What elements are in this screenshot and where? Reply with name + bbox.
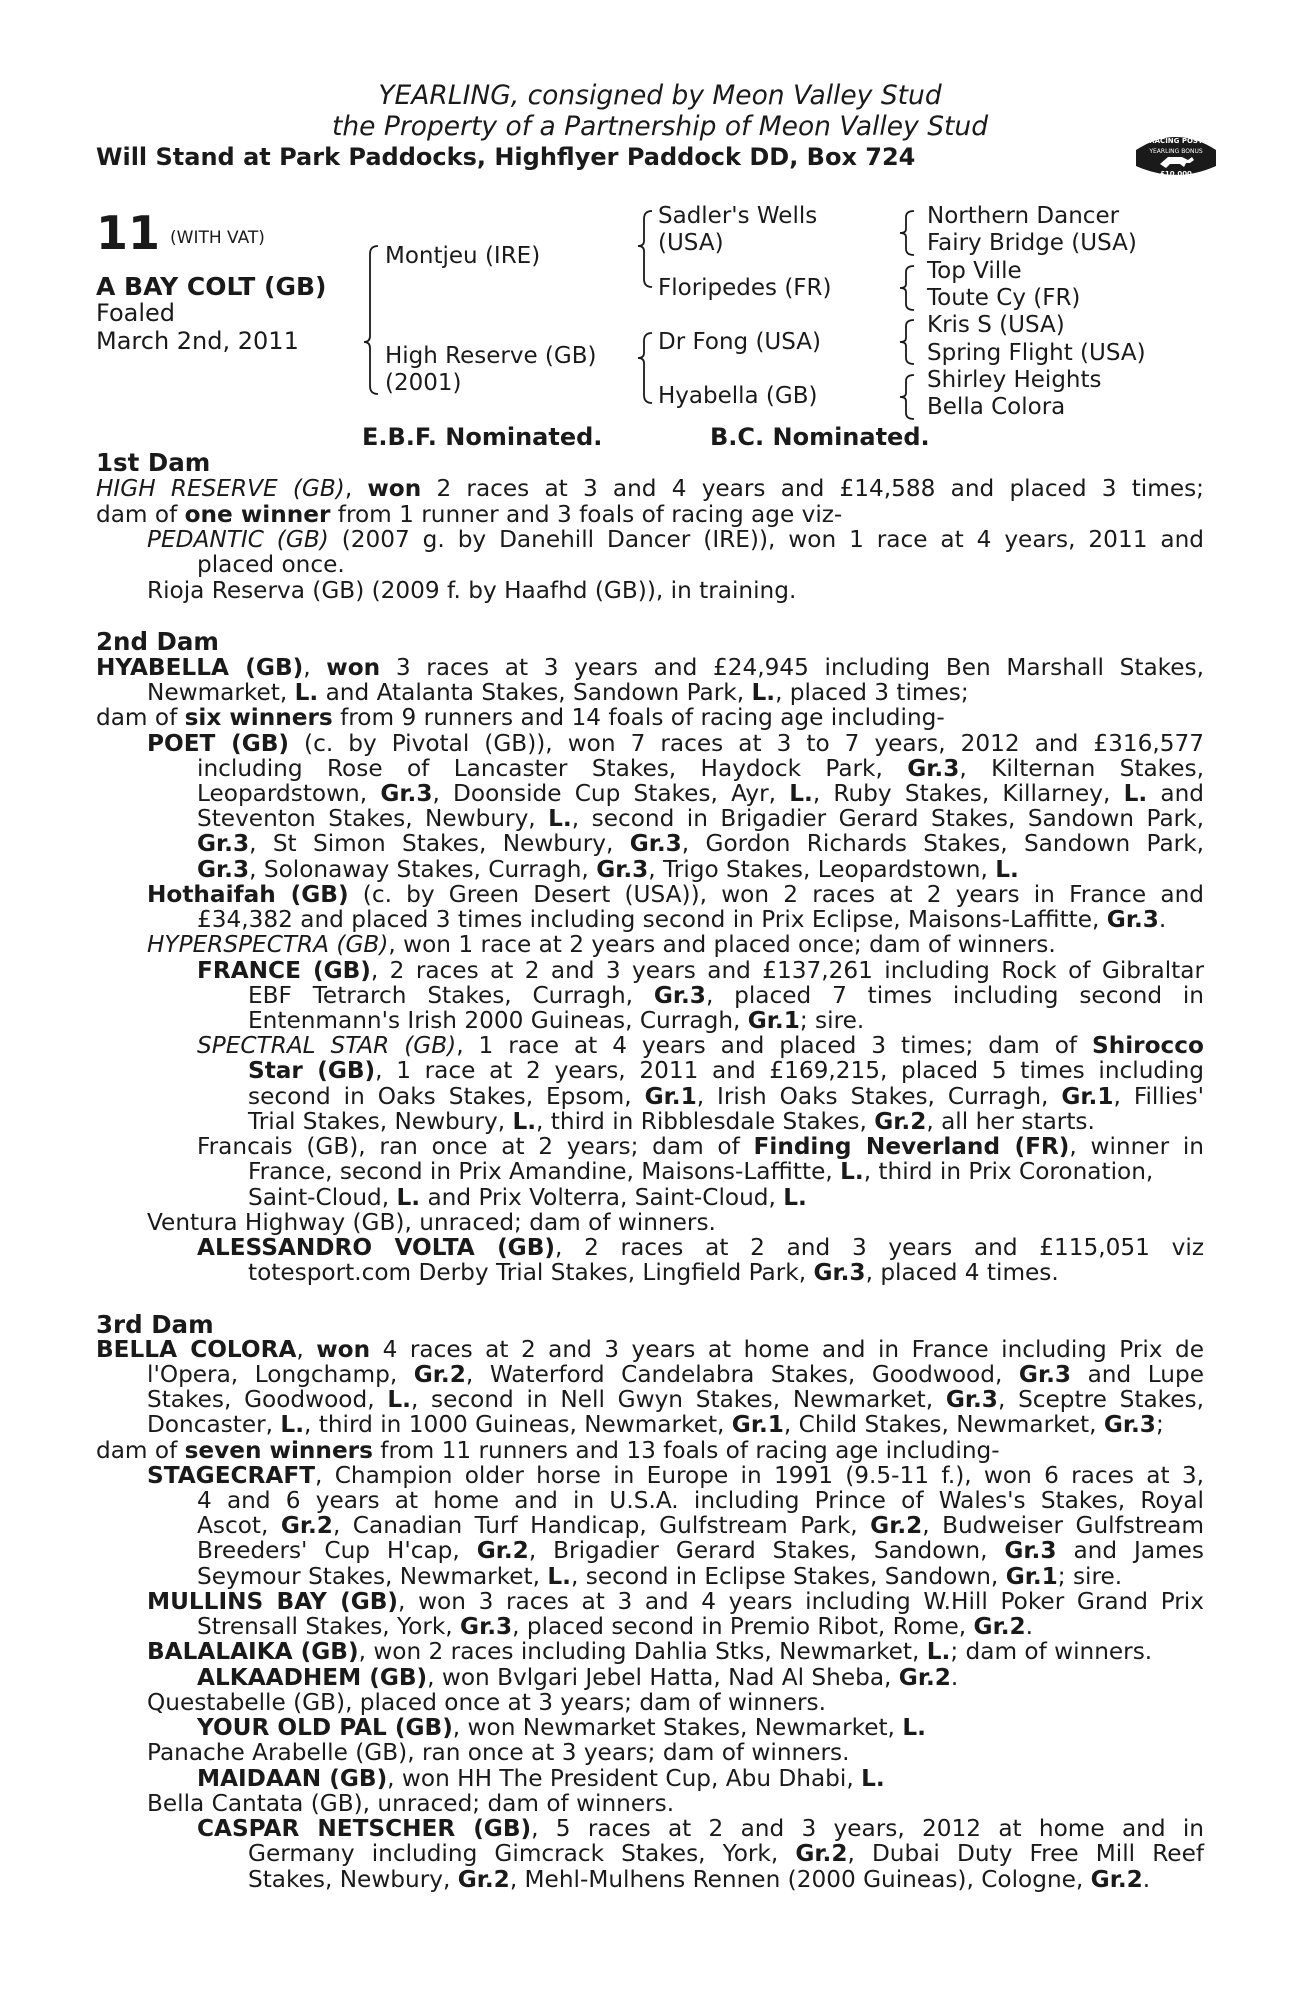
lot-number: 11 — [96, 206, 161, 260]
logo-mid-text: YEARLING BONUS — [1149, 148, 1203, 155]
grandproduce-your-old-pal: YOUR OLD PAL (GB), won Newmarket Stakes, Newmarket, L. — [197, 1714, 926, 1741]
property-line: the Property of a Partnership of Meon Valley Stud — [331, 111, 989, 142]
sire: Montjeu (IRE) — [385, 243, 541, 269]
produce-poet-line5: Gr.3, St Simon Stakes, Newbury, Gr.3, Gordon Richards Stakes, Sandown Park, — [197, 830, 1204, 857]
dam-record-line: HIGH RESERVE (GB), won 2 races at 3 and 4 years and £14,588 and placed 3 times; — [96, 475, 1204, 502]
second-dam-heading: 2nd Dam — [96, 627, 219, 656]
first-dam-heading: 1st Dam — [96, 448, 211, 477]
produce-stagecraft-line5: Seymour Stakes, Newmarket, L., second in Eclipse Stakes, Sandown, Gr.1; sire. — [197, 1563, 1123, 1590]
grandproduce-spectral-star-line2: Star (GB), 1 race at 2 years, 2011 and £169,215, placed 5 times including — [248, 1057, 1204, 1084]
dams-dam: Hyabella (GB) — [658, 383, 818, 409]
hyabella-record: HYABELLA (GB), won 3 races at 3 years and £24,945 including Ben Marshall Stakes, — [96, 654, 1205, 681]
pedigree-sss: Northern Dancer — [927, 203, 1120, 229]
produce-mullins-bay-cont: Strensall Stakes, York, Gr.3, placed second in Premio Ribot, Rome, Gr.2. — [197, 1613, 1034, 1640]
produce-hothaifah-cont: £34,382 and placed 3 times including second in Prix Eclipse, Maisons-Laffitte, Gr.3. — [197, 906, 1167, 933]
sires-dam: Floripedes (FR) — [658, 275, 832, 301]
produce-poet-line2: including Rose of Lancaster Stakes, Haydock Park, Gr.3, Kilternan Stakes, — [197, 755, 1205, 782]
hyabella-produce-summary: dam of six winners from 9 runners and 14 foals of racing age including- — [96, 704, 945, 731]
produce-panache-arabelle: Panache Arabelle (GB), ran once at 3 years; dam of winners. — [147, 1739, 850, 1766]
grandproduce-spectral-star: SPECTRAL STAR (GB), 1 race at 4 years and placed 3 times; dam of Shirocco — [197, 1032, 1204, 1059]
bella-colora-produce-summary: dam of seven winners from 11 runners and 13 foals of racing age including- — [96, 1437, 1000, 1464]
foaled-label: Foaled — [96, 299, 176, 327]
produce-poet-line3: Leopardstown, Gr.3, Doonside Cup Stakes, Ayr, L., Ruby Stakes, Killarney, L. and — [197, 780, 1205, 807]
grandproduce-caspar-netscher: CASPAR NETSCHER (GB), 5 races at 2 and 3 years, 2012 at home and in — [197, 1815, 1204, 1842]
foal-rioja-reserva: Rioja Reserva (GB) (2009 f. by Haafhd (GB)), in training. — [147, 577, 797, 604]
sires-sire: Sadler's Wells — [658, 203, 818, 229]
foaled-date: March 2nd, 2011 — [96, 327, 299, 355]
bella-colora-record: BELLA COLORA, won 4 races at 2 and 3 years at home and in France including Prix de — [96, 1336, 1204, 1363]
pedigree-dds: Shirley Heights — [927, 367, 1102, 393]
produce-mullins-bay: MULLINS BAY (GB), won 3 races at 3 and 4 years including W.Hill Poker Grand Prix — [147, 1588, 1204, 1615]
produce-ventura-highway: Ventura Highway (GB), unraced; dam of winners. — [147, 1209, 716, 1236]
produce-bella-cantata: Bella Cantata (GB), unraced; dam of winners. — [147, 1790, 675, 1817]
dam-year: (2001) — [385, 370, 462, 396]
produce-stagecraft: STAGECRAFT, Champion older horse in Europe in 1991 (9.5-11 f.), won 6 races at 3, — [147, 1462, 1204, 1489]
grandproduce-caspar-netscher-line2: Germany including Gimcrack Stakes, York, Gr.2, Dubai Duty Free Mill Reef — [248, 1840, 1204, 1867]
produce-stagecraft-line4: Breeders' Cup H'cap, Gr.2, Brigadier Gerard Stakes, Sandown, Gr.3 and James — [197, 1537, 1204, 1564]
produce-poet: POET (GB) (c. by Pivotal (GB)), won 7 races at 3 to 7 years, 2012 and £316,577 — [147, 730, 1204, 757]
grandproduce-france-line3: Entenmann's Irish 2000 Guineas, Curragh, Gr.1; sire. — [248, 1007, 865, 1034]
produce-balalaika: BALALAIKA (GB), won 2 races including Dahlia Stks, Newmarket, L.; dam of winners. — [147, 1638, 1153, 1665]
produce-stagecraft-line3: Ascot, Gr.2, Canadian Turf Handicap, Gulfstream Park, Gr.2, Budweiser Gulfstream — [197, 1512, 1204, 1539]
lot-title: A BAY COLT (GB) — [96, 272, 327, 301]
pedigree-sds: Top Ville — [927, 258, 1022, 284]
ebf-nominated: E.B.F. Nominated. — [362, 423, 603, 451]
bella-colora-record-line3: Stakes, Goodwood, L., second in Nell Gwyn Stakes, Newmarket, Gr.3, Sceptre Stakes, — [147, 1386, 1204, 1413]
logo-top-text: RACING POST — [1149, 137, 1203, 145]
grandproduce-alessandro-volta: ALESSANDRO VOLTA (GB), 2 races at 2 and 3 years and £115,051 viz — [197, 1234, 1204, 1261]
foal-pedantic: PEDANTIC (GB) (2007 g. by Danehill Dancer (IRE)), won 1 race at 4 years, 2011 and — [147, 526, 1204, 553]
dam-produce-summary: dam of one winner from 1 runner and 3 foals of racing age viz- — [96, 501, 843, 528]
produce-poet-line6: Gr.3, Solonaway Stakes, Curragh, Gr.3, Trigo Stakes, Leopardstown, L. — [197, 856, 1019, 883]
dams-sire: Dr Fong (USA) — [658, 329, 821, 355]
grandproduce-francais-line3: Saint-Cloud, L. and Prix Volterra, Saint-Cloud, L. — [248, 1184, 807, 1211]
grandproduce-francais-line2: France, second in Prix Amandine, Maisons-Laffitte, L., third in Prix Coronation, — [248, 1158, 1154, 1185]
grandproduce-caspar-netscher-line3: Stakes, Newbury, Gr.2, Mehl-Mulhens Rennen (2000 Guineas), Cologne, Gr.2. — [248, 1866, 1151, 1893]
produce-poet-line4: Steventon Stakes, Newbury, L., second in Brigadier Gerard Stakes, Sandown Park, — [197, 805, 1204, 832]
vat-note: (WITH VAT) — [170, 228, 265, 248]
logo-bottom-text: £10,000 — [1160, 170, 1192, 178]
hyabella-record-cont: Newmarket, L. and Atalanta Stakes, Sandown Park, L., placed 3 times; — [147, 679, 969, 706]
pedigree-ddd: Bella Colora — [927, 394, 1066, 420]
produce-hyperspectra: HYPERSPECTRA (GB), won 1 race at 2 years and placed once; dam of winners. — [147, 931, 1056, 958]
pedigree-sdd: Toute Cy (FR) — [927, 285, 1081, 311]
grandproduce-france-line2: EBF Tetrarch Stakes, Curragh, Gr.3, placed 7 times including second in — [248, 982, 1204, 1009]
bella-colora-record-line4: Doncaster, L., third in 1000 Guineas, Newmarket, Gr.1, Child Stakes, Newmarket, Gr.3; — [147, 1411, 1164, 1438]
third-dam-heading: 3rd Dam — [96, 1310, 214, 1339]
pedigree-dsd: Spring Flight (USA) — [927, 340, 1146, 366]
pedigree-dss: Kris S (USA) — [927, 312, 1065, 338]
produce-stagecraft-line2: 4 and 6 years at home and in U.S.A. including Prince of Wales's Stakes, Royal — [197, 1487, 1204, 1514]
grandproduce-spectral-star-line4: Trial Stakes, Newbury, L., third in Ribblesdale Stakes, Gr.2, all her starts. — [248, 1108, 1095, 1135]
grandproduce-france: FRANCE (GB), 2 races at 2 and 3 years and £137,261 including Rock of Gibraltar — [197, 957, 1204, 984]
grandproduce-alessandro-volta-cont: totesport.com Derby Trial Stakes, Lingfield Park, Gr.3, placed 4 times. — [248, 1259, 1059, 1286]
grandproduce-francais: Francais (GB), ran once at 2 years; dam of Finding Neverland (FR), winner in — [197, 1133, 1204, 1160]
dam: High Reserve (GB) — [385, 343, 597, 369]
produce-hothaifah: Hothaifah (GB) (c. by Green Desert (USA)), won 2 races at 2 years in France and — [147, 881, 1204, 908]
stand-location: Will Stand at Park Paddocks, Highflyer Paddock DD, Box 724 — [96, 143, 916, 171]
produce-questabelle: Questabelle (GB), placed once at 3 years; dam of winners. — [147, 1689, 826, 1716]
pedigree-ssd: Fairy Bridge (USA) — [927, 230, 1137, 256]
grandproduce-maidaan: MAIDAAN (GB), won HH The President Cup, Abu Dhabi, L. — [197, 1765, 885, 1792]
grandproduce-spectral-star-line3: second in Oaks Stakes, Epsom, Gr.1, Irish Oaks Stakes, Curragh, Gr.1, Fillies' — [248, 1083, 1204, 1110]
consignment-line: YEARLING, consigned by Meon Valley Stud — [378, 80, 942, 111]
grandproduce-alkaadhem: ALKAADHEM (GB), won Bvlgari Jebel Hatta, Nad Al Sheba, Gr.2. — [197, 1664, 959, 1691]
bella-colora-record-line2: l'Opera, Longchamp, Gr.2, Waterford Candelabra Stakes, Goodwood, Gr.3 and Lupe — [147, 1361, 1204, 1388]
sires-sire-country: (USA) — [658, 230, 724, 256]
bc-nominated: B.C. Nominated. — [710, 423, 930, 451]
foal-pedantic-cont: placed once. — [197, 551, 345, 578]
